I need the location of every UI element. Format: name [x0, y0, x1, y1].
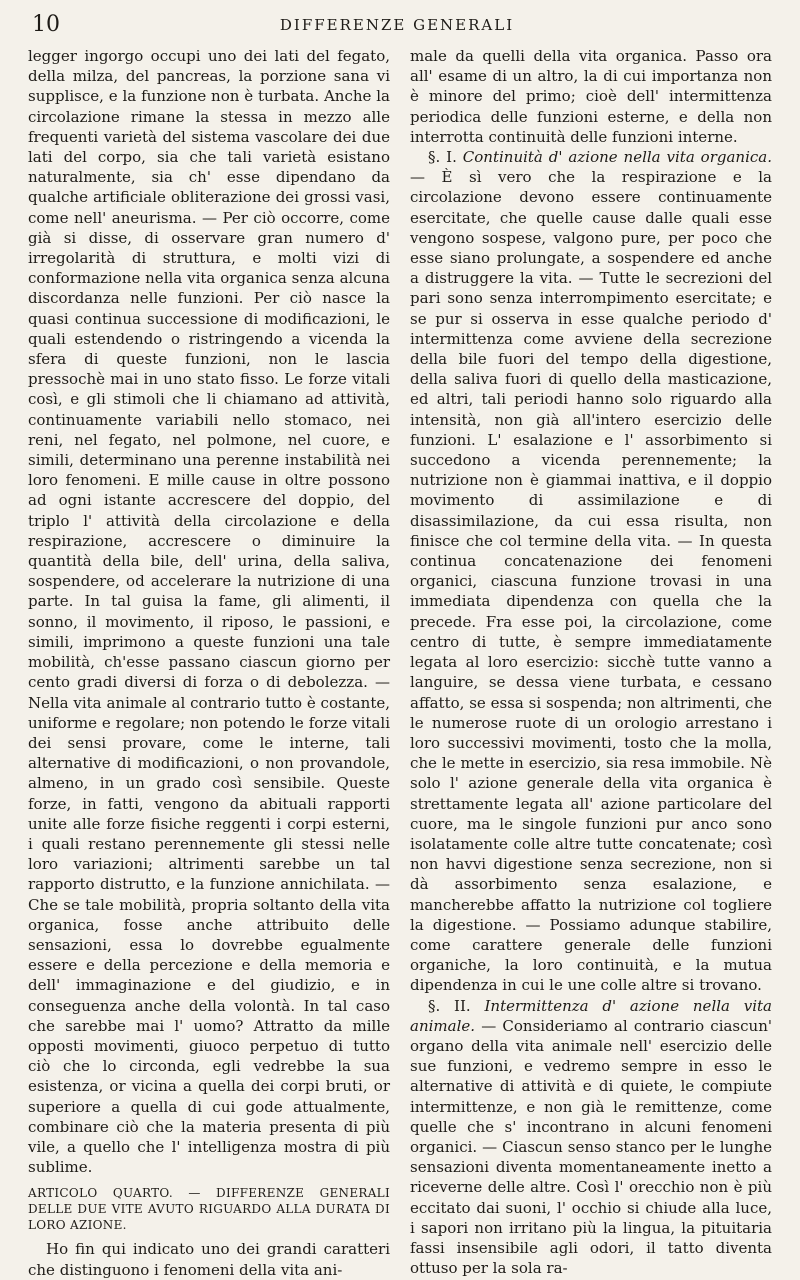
section-2-number: §. II. [428, 996, 471, 1015]
section-1-title: Continuità d' azione nella vita organica. [462, 148, 772, 167]
page-header [32, 10, 762, 40]
page-number: 10 [32, 12, 60, 37]
section-1 [410, 147, 772, 996]
right-paragraph-1: male da quelli della vita organica. Passo ora all' esame di un altro, la di cui importanza non è minore del primo; cioè dell' intermittenza periodica delle funzioni esterne, e della non interrotta continuità delle funzioni interne. [410, 47, 772, 146]
section-2-title: Intermittenza d' azione nella vita animale. [410, 996, 773, 1035]
running-title: DIFFERENZE GENERALI [279, 16, 515, 34]
article-heading: ARTICOLO QUARTO. — DIFFERENZE GENERALI DELLE DUE VITE AVUTO RIGUARDO ALLA DURATA DI LORO AZIONE. [28, 1186, 390, 1233]
left-column [28, 46, 390, 1279]
right-column [410, 46, 773, 1278]
section-2-text: — Consideriamo al contrario ciascun' organo della vita animale nell' esercizio delle sue funzioni, e vedremo sempre in esso le alternative di attività e di quiete, le compiute intermittenze, e non già le remittenze, come quelle che s' incontrano in alcuni fenomeni organici. — Ciascun senso stanco per le lunghe sensazioni diventa momentaneamente inetto a riceverne delle altre. Così l' orecchio non è più eccitato dai suoni, l' occhio si chiude alla luce, i sapori non irritano più la lingua, la pituitaria fassi insensibile agli odori, il tatto diventa ottuso per la sola ra- [410, 1016, 772, 1278]
left-paragraph-2: Ho fin qui indicato uno dei grandi caratteri che distinguono i fenomeni della vita ani- [28, 1240, 390, 1279]
left-paragraph-1: legger ingorgo occupi uno dei lati del fegato, della milza, del pancreas, la porzione sana vi supplisce, e la funzione non è turbata. Anche la circolazione rimane la stessa in mezzo alle frequenti varietà del sistema vascolare dei due lati del corpo, sia che tali varietà esistano naturalmente, sia ch' esse dipendano da qualche artificiale obliterazione dei grossi vasi, come nell' aneurisma. — Per ciò occorre, come già si disse, di osservare gran numero d' irregolarità di struttura, e molti vizi di conformazione nella vita organica senza alcuna discordanza nelle funzioni. Per ciò nasce la quasi continua successione di modificazioni, le quali estendendo o ristringendo a vicenda la sfera di queste funzioni, non le lascia pressochè mai in uno stato fisso. Le forze vitali così, e gli stimoli che li chiamano ad attività, continuamente variabili nello stomaco, nei reni, nel fegato, nel polmone, nel cuore, e simili, determinano una perenne instabilità nei loro fenomeni. E mille cause in oltre possono ad ogni istante accrescere del doppio, del triplo l' attività della circolazione e della respirazione, accrescere o diminuire la quantità della bile, dell' urina, della saliva, sospendere, od accelerare la nutrizione di una parte. In tal guisa la fame, gli alimenti, il sonno, il movimento, il riposo, le passioni, e simili, imprimono a queste funzioni una tale mobilità, ch'esse passano ciascun giorno per cento gradi diversi di forza o di debolezza. — Nella vita animale al contrario tutto è costante, uniforme e regolare; non potendo le forze vitali dei sensi provare, come le interne, tali alternative di modificazioni, o non provandole, almeno, in un grado così sensibile. Queste forze, in fatti, vengono da abituali rapporti unite alle forze fisiche reggenti i corpi esterni, i quali restano perennemente gli stessi nelle loro variazioni; altrimenti sarebbe un tal rapporto distrutto, e la funzione annichilata. — Che se tale mobilità, propria soltanto della vita organica, fosse anche attribuito delle sensazioni, essa lo dovrebbe egualmente essere e della percezione e della memoria e dell' immaginazione e del giudizio, e in conseguenza anche della volontà. In tal caso che sarebbe mai l' uomo? Attratto da mille opposti movimenti, giuoco perpetuo di tutto ciò che lo circonda, egli vedrebbe la sua esistenza, or vicina a quella dei corpi bruti, or superiore a quella di cui gode attualmente, combinare ciò che la materia presenta di più vile, a quello che l' intelligenza mostra di più sublime. [28, 47, 390, 1177]
text-columns [28, 46, 773, 1279]
section-2 [410, 996, 772, 1279]
section-1-number: §. I. [428, 148, 457, 167]
section-1-text: — È sì vero che la respirazione e la circolazione devono essere continuamente esercitate, che quelle cause dalle quali esse vengono sospese, valgono pure, per poco che esse siano prolungate, a sospendere ed anche a distruggere la vita. — Tutte le secrezioni del pari sono senza interrompimento esercitate; e se pur si osserva in esse qualche periodo d' intermittenza come avviene della secrezione della bile fuori del tempo della digestione, della saliva fuori di quello della masticazione, ed altri, tali periodi hanno solo riguardo alla intensità, non già all'intero esercizio delle funzioni. L' esalazione e l' assorbimento si succedono a vicenda perennemente; la nutrizione non è giammai inattiva, e il doppio movimento di assimilazione e di disassimilazione, da cui essa risulta, non finisce che col termine della vita. — In questa continua concatenazione dei fenomeni organici, ciascuna funzione trovasi in una immediata dipendenza con quella che la precede. Fra esse poi, la circolazione, come centro di tutte, è sempre immediatamente legata al loro esercizio: sicchè tutte vanno a languire, se dessa viene turbata, e cessano affatto, se essa si sospenda; non altrimenti, che le numerose ruote di un orologio arrestano i loro successivi movimenti, tosto che la molla, che le mette in esercizio, sia resa immobile. Nè solo l' azione generale della vita organica è strettamente legata all' azione particolare del cuore, ma le singole funzioni pur anco sono isolatamente colle altre tutte concatenate; così non havvi digestione senza secrezione, non si dà assorbimento senza esalazione, e mancherebbe affatto la nutrizione col togliere la digestione. — Possiamo adunque stabilire, come carattere generale delle funzioni organiche, la loro continuità, e la mutua dipendenza in cui le une colle altre si trovano. [410, 168, 772, 995]
